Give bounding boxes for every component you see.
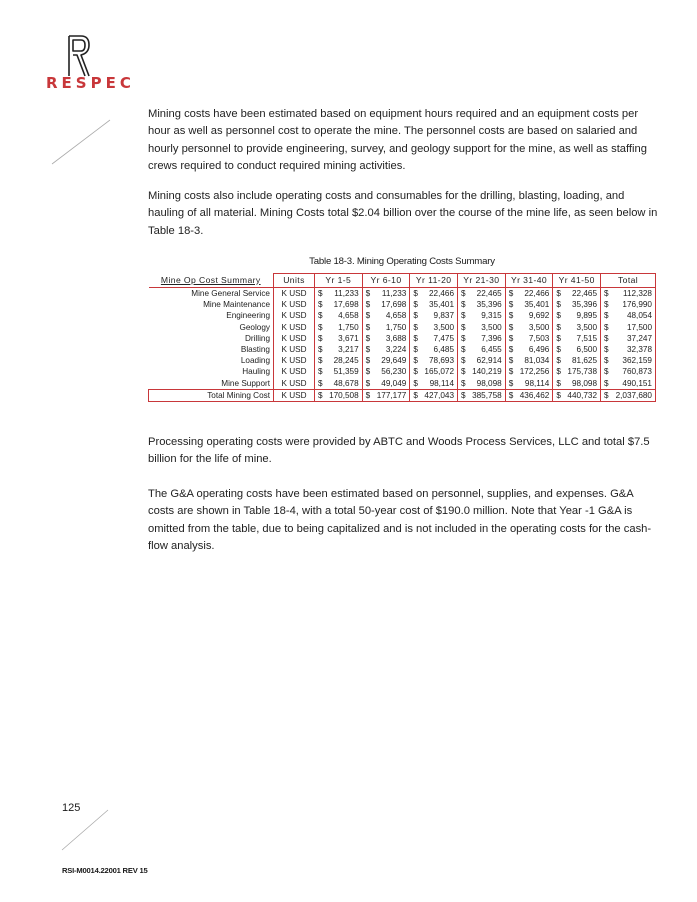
table-row — [149, 366, 656, 377]
currency-symbol: $ — [413, 378, 418, 388]
table-row — [149, 355, 656, 366]
row-label: Total Mining Cost — [149, 389, 274, 401]
cell-value: 9,315 — [467, 310, 505, 321]
column-header: Mine Op Cost Summary — [149, 274, 274, 288]
currency-symbol: $ — [556, 378, 561, 388]
currency-symbol: $ — [508, 311, 514, 321]
cell-value: 35,396 — [562, 299, 600, 310]
paragraph-ga-costs: The G&A operating costs have been estimated based on personnel, supplies, and expenses. G&A costs are shown in Table 18-4, with a total 50-year cost of $190.0 million. Note that Year -1 G&A is omitted from the table, due to being capitalized and is not included in the operating costs for the cash-flow analysis. — [148, 488, 652, 553]
cell-value: 490,151 — [610, 378, 655, 390]
cell-value: 17,698 — [372, 299, 410, 310]
cell-value: 78,693 — [419, 355, 457, 366]
currency-symbol: $ — [604, 356, 609, 366]
currency-symbol: $ — [508, 289, 514, 299]
currency-symbol: $ — [365, 345, 371, 355]
cell-value: 3,217 — [324, 344, 362, 355]
currency-symbol: $ — [556, 367, 561, 377]
currency-symbol: $ — [318, 311, 323, 321]
cell-value: 172,256 — [515, 366, 553, 377]
cell-value: 170,508 — [324, 389, 362, 401]
cell-value: 385,758 — [467, 389, 505, 401]
cell-value: 3,500 — [515, 322, 553, 333]
currency-symbol: $ — [318, 322, 323, 332]
cell-value: 56,230 — [372, 366, 410, 377]
mining-cost-table — [148, 273, 656, 402]
currency-symbol: $ — [318, 300, 323, 310]
cell-value: 362,159 — [610, 355, 655, 366]
currency-symbol: $ — [458, 389, 468, 401]
cell-value: 2,037,680 — [610, 389, 655, 401]
paragraph-mining-costs: Mining costs have been estimated based on equipment hours required and an equipment costs per hour as well as personnel cost to operate the mine. The personnel costs are based on salaried and hourly personnel to provide engineering, survey, and geology support for the mine, as well as staffing crews required to conduct required mining activities. — [148, 108, 647, 173]
row-label: Engineering — [226, 311, 270, 321]
cell-value: 48,678 — [324, 378, 362, 390]
cell-value: 9,895 — [562, 310, 600, 321]
cell-value: 35,396 — [467, 299, 505, 310]
header-diagonal-line — [50, 118, 112, 166]
currency-symbol: $ — [318, 333, 323, 343]
cell-value: 3,224 — [372, 344, 410, 355]
currency-symbol: $ — [413, 356, 418, 366]
cell-value: 6,500 — [562, 344, 600, 355]
cell-value: 112,328 — [610, 288, 655, 300]
cell-value: 3,671 — [324, 333, 362, 344]
cell-value: 7,515 — [562, 333, 600, 344]
cell-value: 98,114 — [419, 378, 457, 390]
table-row — [149, 333, 656, 344]
cell-value: 3,500 — [562, 322, 600, 333]
currency-symbol: $ — [365, 300, 371, 310]
row-unit: K USD — [274, 288, 315, 300]
cell-value: 7,396 — [467, 333, 505, 344]
row-unit: K USD — [274, 310, 315, 321]
cell-value: 22,465 — [562, 288, 600, 300]
currency-symbol: $ — [365, 311, 371, 321]
currency-symbol: $ — [604, 311, 609, 321]
row-label: Mine Support — [221, 378, 270, 388]
cell-value: 81,034 — [515, 355, 553, 366]
table-row — [149, 310, 656, 321]
cell-value: 7,475 — [419, 333, 457, 344]
currency-symbol: $ — [556, 356, 561, 366]
cell-value: 98,114 — [515, 378, 553, 390]
currency-symbol: $ — [461, 300, 466, 310]
currency-symbol: $ — [508, 356, 514, 366]
currency-symbol: $ — [362, 389, 372, 401]
cell-value: 62,914 — [467, 355, 505, 366]
row-unit: K USD — [274, 333, 315, 344]
cell-value: 1,750 — [372, 322, 410, 333]
currency-symbol: $ — [413, 289, 418, 299]
cell-value: 177,177 — [372, 389, 410, 401]
currency-symbol: $ — [365, 322, 371, 332]
cell-value: 3,688 — [372, 333, 410, 344]
table-row — [149, 288, 656, 300]
cell-value: 175,738 — [562, 366, 600, 377]
currency-symbol: $ — [413, 367, 418, 377]
cell-value: 28,245 — [324, 355, 362, 366]
row-unit: K USD — [274, 366, 315, 377]
table-row — [149, 299, 656, 310]
currency-symbol: $ — [413, 322, 418, 332]
currency-symbol: $ — [318, 289, 323, 299]
column-header: Yr 6-10 — [362, 274, 410, 288]
currency-symbol: $ — [553, 389, 563, 401]
currency-symbol: $ — [556, 311, 561, 321]
currency-symbol: $ — [508, 333, 514, 343]
currency-symbol: $ — [318, 378, 323, 388]
footer-diagonal-line — [60, 808, 110, 852]
cell-value: 4,658 — [324, 310, 362, 321]
currency-symbol: $ — [365, 333, 371, 343]
cell-value: 81,625 — [562, 355, 600, 366]
cell-value: 98,098 — [467, 378, 505, 390]
cell-value: 6,496 — [515, 344, 553, 355]
table-caption: Table 18-3. Mining Operating Costs Summary — [309, 256, 495, 267]
cell-value: 427,043 — [419, 389, 457, 401]
table-row — [149, 322, 656, 333]
currency-symbol: $ — [508, 345, 514, 355]
currency-symbol: $ — [556, 300, 561, 310]
row-label: Mine Maintenance — [203, 300, 270, 310]
cell-value: 51,359 — [324, 366, 362, 377]
row-unit: K USD — [274, 344, 315, 355]
currency-symbol: $ — [365, 367, 371, 377]
row-label: Blasting — [240, 345, 270, 355]
cell-value: 11,233 — [324, 288, 362, 300]
cell-value: 9,692 — [515, 310, 553, 321]
cell-value: 436,462 — [515, 389, 553, 401]
currency-symbol: $ — [505, 389, 515, 401]
currency-symbol: $ — [315, 389, 325, 401]
currency-symbol: $ — [318, 356, 323, 366]
currency-symbol: $ — [413, 333, 418, 343]
currency-symbol: $ — [461, 289, 466, 299]
cell-value: 440,732 — [562, 389, 600, 401]
currency-symbol: $ — [365, 378, 371, 388]
currency-symbol: $ — [461, 367, 466, 377]
cell-value: 165,072 — [419, 366, 457, 377]
cell-value: 29,649 — [372, 355, 410, 366]
cell-value: 22,466 — [515, 288, 553, 300]
cell-value: 22,466 — [419, 288, 457, 300]
currency-symbol: $ — [604, 322, 609, 332]
table-total-row — [149, 389, 656, 401]
currency-symbol: $ — [318, 345, 323, 355]
currency-symbol: $ — [461, 333, 466, 343]
paragraph-processing-costs: Processing operating costs were provided by ABTC and Woods Process Services, LLC and total $7.5 billion for the life of mine. — [148, 436, 650, 466]
row-label: Mine General Service — [191, 289, 270, 299]
cell-value: 32,378 — [610, 344, 655, 355]
table-row — [149, 378, 656, 390]
row-label: Geology — [239, 322, 270, 332]
row-unit: K USD — [274, 322, 315, 333]
currency-symbol: $ — [461, 378, 466, 388]
cell-value: 17,500 — [610, 322, 655, 333]
column-header: Yr 41-50 — [553, 274, 601, 288]
currency-symbol: $ — [604, 345, 609, 355]
row-label: Loading — [240, 356, 270, 366]
currency-symbol: $ — [365, 356, 371, 366]
row-unit: K USD — [274, 389, 315, 401]
currency-symbol: $ — [413, 311, 418, 321]
row-label: Hauling — [242, 367, 270, 377]
cell-value: 35,401 — [515, 299, 553, 310]
currency-symbol: $ — [604, 333, 609, 343]
currency-symbol: $ — [508, 322, 514, 332]
column-header: Yr 11-20 — [410, 274, 458, 288]
currency-symbol: $ — [365, 289, 371, 299]
row-unit: K USD — [274, 355, 315, 366]
currency-symbol: $ — [604, 378, 609, 388]
respec-r-mark-icon — [66, 34, 92, 78]
cell-value: 17,698 — [324, 299, 362, 310]
cell-value: 37,247 — [610, 333, 655, 344]
cell-value: 98,098 — [562, 378, 600, 390]
row-unit: K USD — [274, 299, 315, 310]
currency-symbol: $ — [461, 311, 466, 321]
cell-value: 760,873 — [610, 366, 655, 377]
table-header-row — [149, 274, 656, 288]
cell-value: 9,837 — [419, 310, 457, 321]
cell-value: 1,750 — [324, 322, 362, 333]
brand-wordmark: RESPEC — [46, 74, 135, 92]
currency-symbol: $ — [508, 378, 514, 388]
cell-value: 6,455 — [467, 344, 505, 355]
currency-symbol: $ — [461, 345, 466, 355]
cell-value: 48,054 — [610, 310, 655, 321]
cell-value: 3,500 — [419, 322, 457, 333]
cell-value: 11,233 — [372, 288, 410, 300]
currency-symbol: $ — [556, 322, 561, 332]
cell-value: 22,465 — [467, 288, 505, 300]
currency-symbol: $ — [508, 367, 514, 377]
column-header: Yr 31-40 — [505, 274, 553, 288]
cell-value: 176,990 — [610, 299, 655, 310]
row-label: Drilling — [244, 333, 270, 343]
currency-symbol: $ — [318, 367, 323, 377]
table-row — [149, 344, 656, 355]
row-unit: K USD — [274, 378, 315, 390]
currency-symbol: $ — [461, 356, 466, 366]
currency-symbol: $ — [413, 345, 418, 355]
currency-symbol: $ — [604, 289, 609, 299]
table-body — [149, 288, 656, 402]
currency-symbol: $ — [410, 389, 420, 401]
cell-value: 49,049 — [372, 378, 410, 390]
currency-symbol: $ — [461, 322, 466, 332]
currency-symbol: $ — [601, 389, 611, 401]
column-header: Yr 1-5 — [315, 274, 363, 288]
cell-value: 7,503 — [515, 333, 553, 344]
currency-symbol: $ — [604, 300, 609, 310]
currency-symbol: $ — [508, 300, 514, 310]
column-header: Units — [274, 274, 315, 288]
cell-value: 140,219 — [467, 366, 505, 377]
column-header: Total — [601, 274, 656, 288]
cell-value: 6,485 — [419, 344, 457, 355]
currency-symbol: $ — [413, 300, 418, 310]
cell-value: 4,658 — [372, 310, 410, 321]
currency-symbol: $ — [556, 345, 561, 355]
page-number: 125 — [62, 802, 81, 814]
currency-symbol: $ — [604, 367, 609, 377]
currency-symbol: $ — [556, 333, 561, 343]
column-header: Yr 21-30 — [458, 274, 506, 288]
paragraph-mining-costs-total: Mining costs also include operating costs and consumables for the drilling, blasting, loading, and hauling of all material. Mining Costs total $2.04 billion over the course of the mine life, as seen below in Table 18-3. — [148, 190, 658, 237]
cell-value: 3,500 — [467, 322, 505, 333]
cell-value: 35,401 — [419, 299, 457, 310]
document-reference: RSI-M0014.22001 REV 15 — [62, 866, 148, 875]
currency-symbol: $ — [556, 289, 561, 299]
